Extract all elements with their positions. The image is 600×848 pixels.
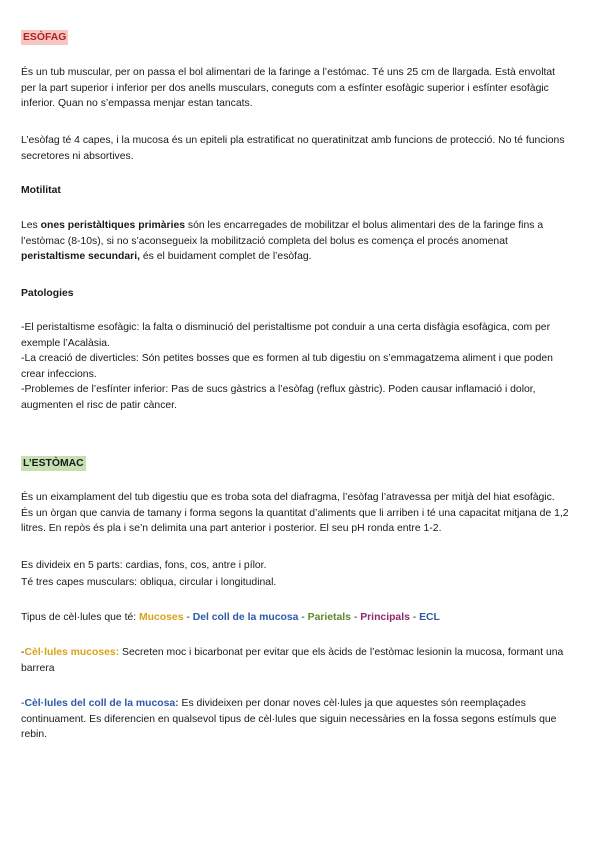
patologia-item: -La creació de diverticles: Són petites bosses que es formen al tub digestiu on s’emmagatzema aliment i que poden crear infeccions. <box>21 353 553 380</box>
cell-types-line <box>21 610 569 626</box>
cell-type-coll: Del coll de la mucosa <box>192 612 299 623</box>
separator: - <box>350 612 361 623</box>
esofag-title: ESÒFAG <box>23 32 67 43</box>
motilitat-bold-1: ones peristàltiques primàries <box>40 220 186 231</box>
mucoses-label: Cèl·lules mucoses: <box>24 647 120 658</box>
motilitat-text-3: és el buidament complet de l’esòfag. <box>139 251 312 263</box>
cell-type-ecl: ECL <box>419 612 440 623</box>
dash: - <box>21 698 25 709</box>
coll-text: Es divideixen per donar noves cèl·lules ja que aquestes són reemplaçades continuament. Es diferencien en qualsevol tipus de cèl·lules que siguin necessàries en la fossa segons estímuls que rebin. <box>21 698 557 741</box>
esofag-intro: És un tub muscular, per on passa el bol alimentari de la faringe a l’estómac. Té uns 25 cm de llargada. Està envoltat per la part superior i inferior per dos anells musculars, coneguts com a esfínter esofàgic superior i esfínter esofàgic inferior. Quan no s’empassa menjar estan tancats. <box>21 67 556 110</box>
separator: - <box>409 612 420 623</box>
estomac-parts: Es divideix en 5 parts: cardias, fons, cos, antre i pílor. <box>21 560 267 571</box>
cell-type-parietals: Parietals <box>307 612 351 623</box>
coll-paragraph <box>21 696 569 743</box>
cell-type-principals: Principals <box>360 612 410 623</box>
patologia-item: -Problemes de l’esfínter inferior: Pas de sucs gàstrics a l’esòfag (reflux gàstric). Poden causar inflamació i dolor, augmenten el risc de patir càncer. <box>21 384 536 411</box>
patologies-list <box>21 320 569 414</box>
cell-types-label: Tipus de cèl·lules que té: <box>21 612 140 623</box>
mucoses-paragraph <box>21 645 569 676</box>
patologies-title: Patologies <box>21 288 74 299</box>
estomac-section-heading <box>21 456 569 472</box>
dash: - <box>21 647 25 658</box>
estomac-title: L’ESTÒMAC <box>23 458 84 469</box>
motilitat-text-1: Les <box>21 220 41 231</box>
esofag-section-heading <box>21 30 569 46</box>
motilitat-title: Motilitat <box>21 185 61 196</box>
estomac-intro: És un eixamplament del tub digestiu que es troba sota del diafragma, l’esòfag l’atravessa per mitjà del hiat esofàgic. És un òrgan que canvia de tamany i forma segons la quantitat d’aliments que li arriben i té una capacitat mitjana de 1,2 litres. En repòs és pla i se’n delimita una part anterior i posterior. El seu pH ronda entre 1-2. <box>21 492 569 535</box>
estomac-capes: Té tres capes musculars: obliqua, circular i longitudinal. <box>21 577 277 588</box>
cell-type-mucoses: Mucoses <box>139 612 184 623</box>
patologia-item: -El peristaltisme esofàgic: la falta o disminució del peristaltisme pot conduir a una certa disfàgia esofàgica, com per exemple l’Acalàsia. <box>21 322 551 349</box>
esofag-capes: L’esòfag té 4 capes, i la mucosa és un epiteli pla estratificat no queratinitzat amb funcions de protecció. No té funcions secretores ni absortives. <box>21 135 565 162</box>
motilitat-paragraph <box>21 218 569 265</box>
motilitat-text-2: són les encarregades de mobilitzar el bolus alimentari des de la faringe fins a l’estòmac (8-10s), si no s’aconsegueix la mobilització completa del bolus es comença el procés anomenat <box>21 220 544 247</box>
separator: - <box>183 612 193 623</box>
mucoses-text: Secreten moc i bicarbonat per evitar que els àcids de l’estòmac lesionin la mucosa, formant una barrera <box>21 647 564 674</box>
motilitat-bold-2: peristaltisme secundari, <box>21 251 140 263</box>
coll-label: Cèl·lules del coll de la mucosa: <box>24 698 179 709</box>
separator: - <box>298 612 308 623</box>
